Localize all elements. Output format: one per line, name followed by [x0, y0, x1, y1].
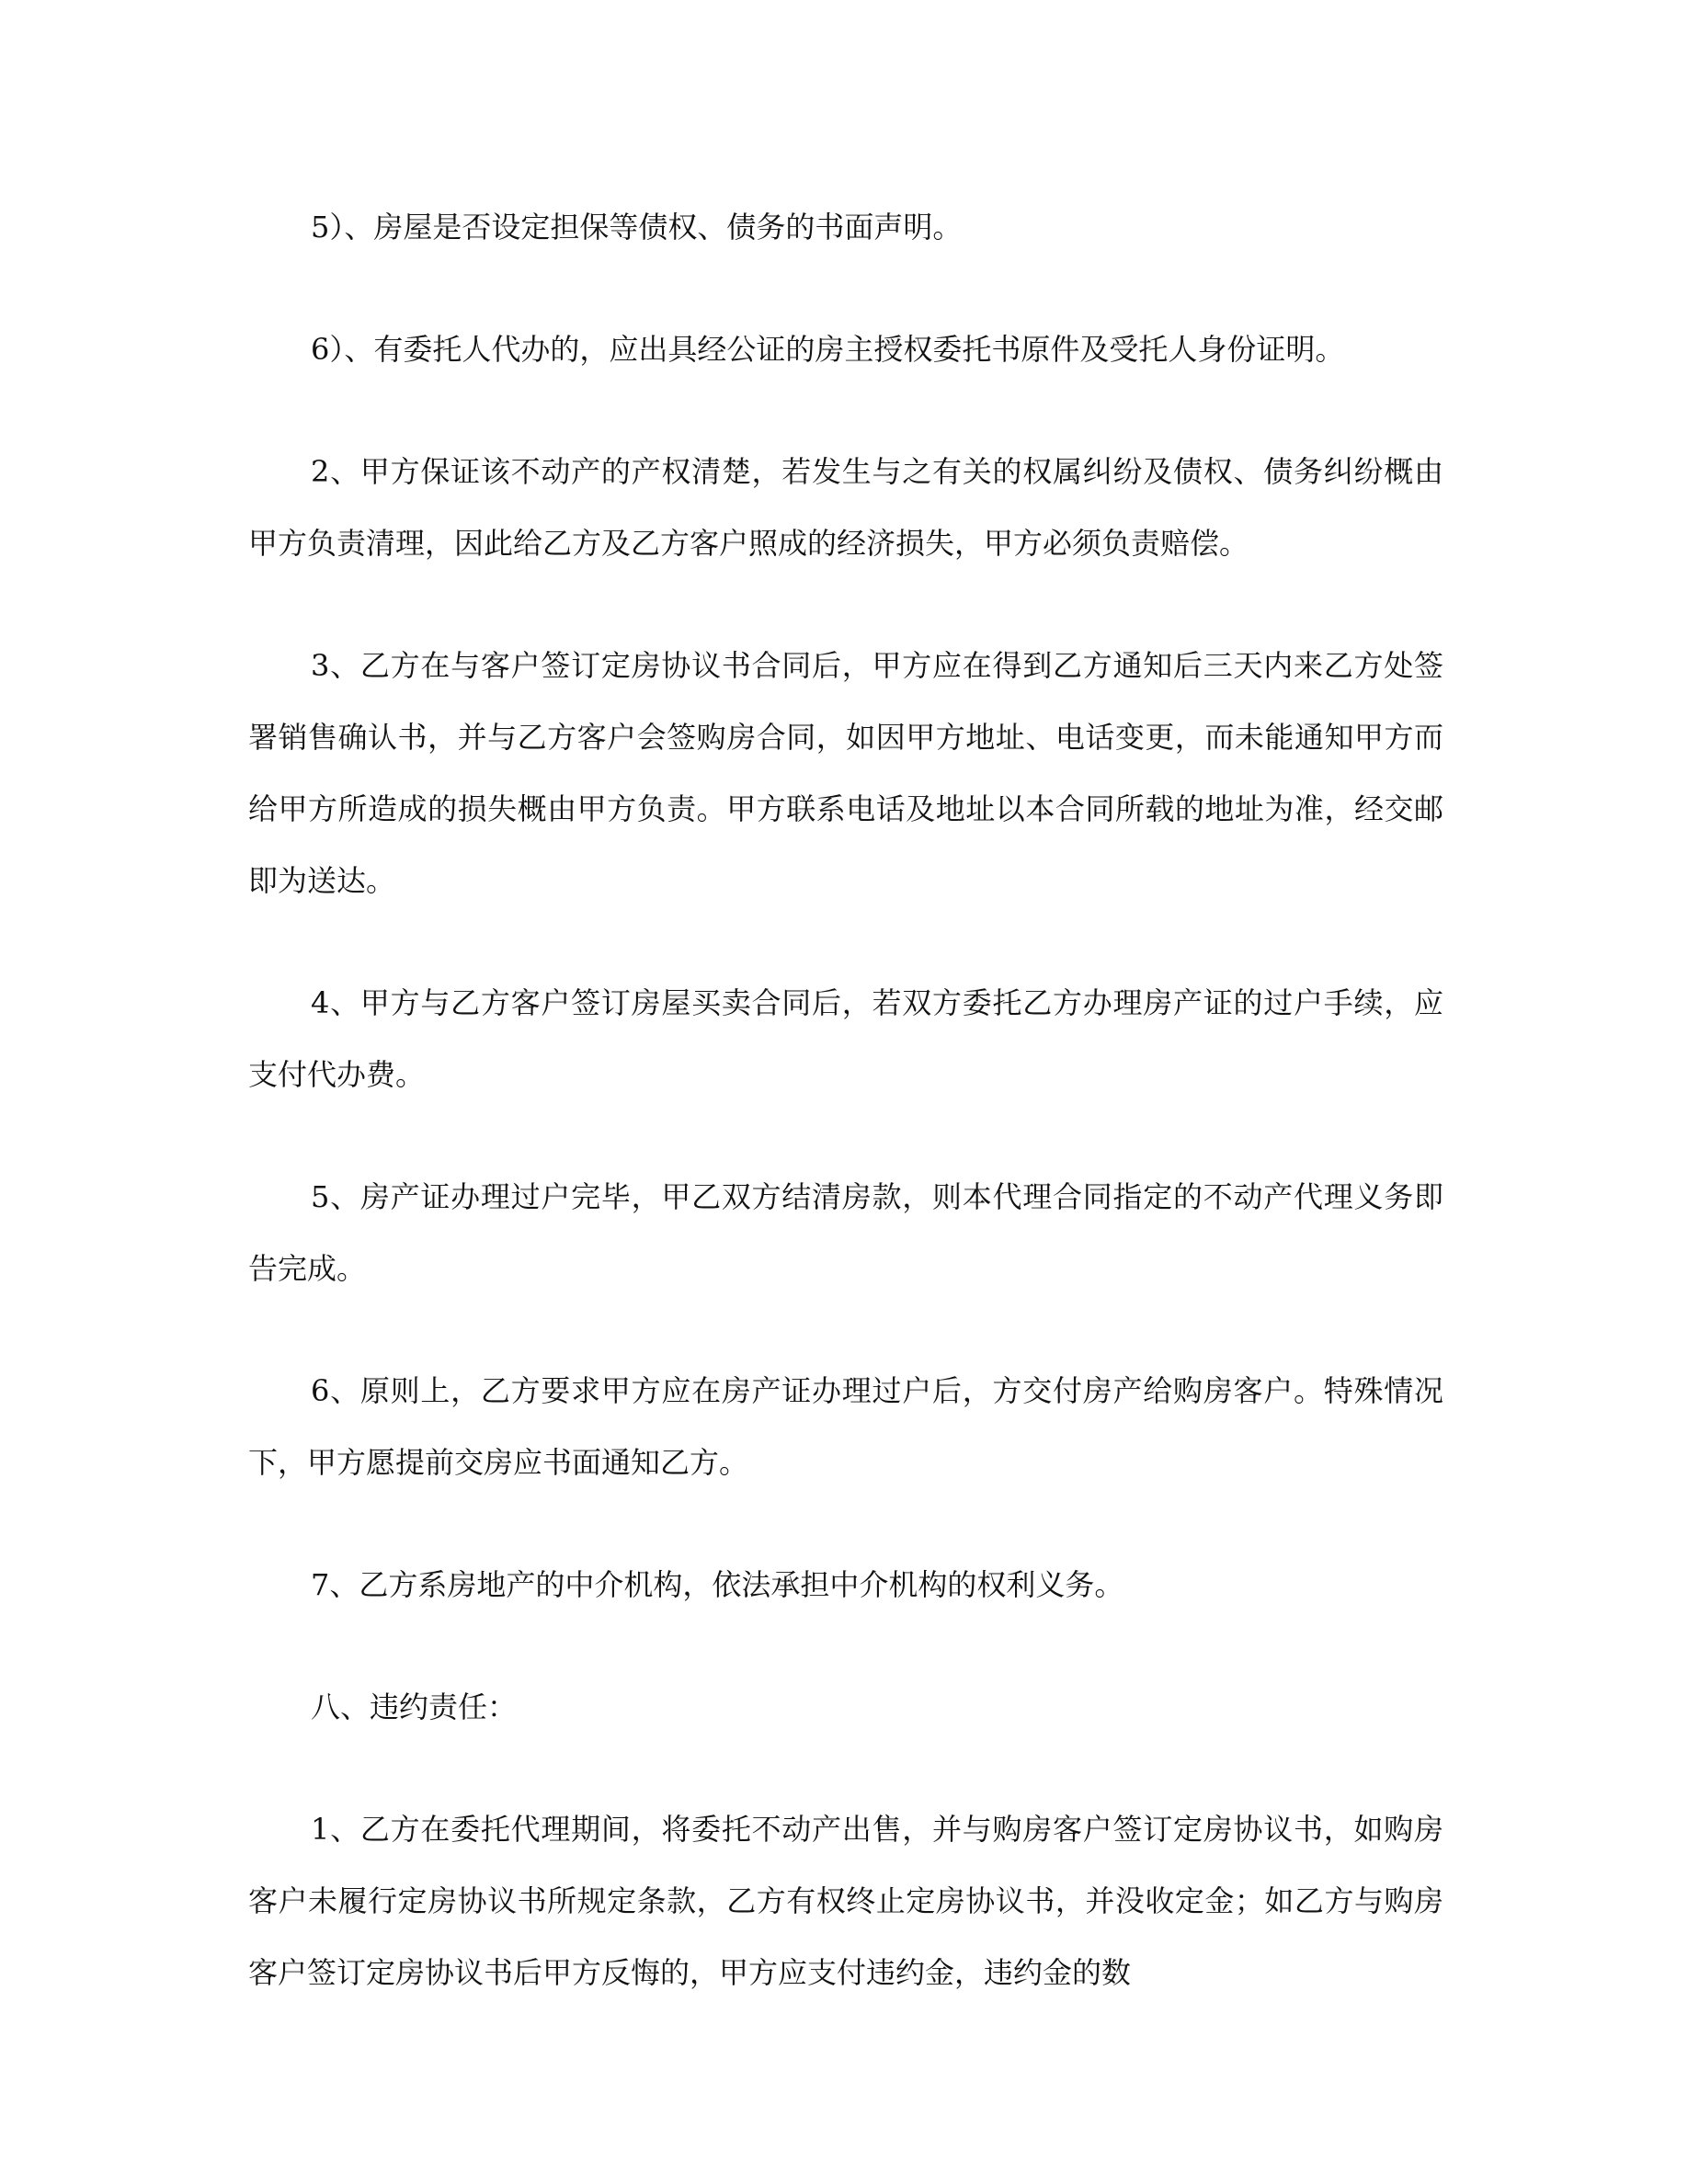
paragraph-clause-5: 5、房产证办理过户完毕，甲乙双方结清房款，则本代理合同指定的不动产代理义务即告完成。: [248, 1179, 1443, 1286]
paragraph-breach-clause-1: 1、乙方在委托代理期间，将委托不动产出售，并与购房客户签订定房协议书，如购房客户未履行定房协议书所规定条款，乙方有权终止定房协议书，并没收定金；如乙方与购房客户签订定房协议书后甲方反悔的，甲方应支付违约金，违约金的数: [248, 1812, 1443, 1990]
paragraph-item-5-statement: 5）、房屋是否设定担保等债权、债务的书面声明。: [311, 210, 963, 245]
document-body: [248, 191, 1443, 2059]
paragraph-clause-4: 4、甲方与乙方客户签订房屋买卖合同后，若双方委托乙方办理房产证的过户手续，应支付代办费。: [248, 985, 1443, 1092]
paragraph-item-6-proxy: 6）、有委托人代办的，应出具经公证的房主授权委托书原件及受托人身份证明。: [311, 332, 1345, 367]
section-heading-breach-liability: 八、违约责任：: [311, 1689, 518, 1724]
paragraph-clause-7: 7、乙方系房地产的中介机构，依法承担中介机构的权利义务。: [311, 1567, 1124, 1602]
paragraph-clause-6: 6、原则上，乙方要求甲方应在房产证办理过户后，方交付房产给购房客户。特殊情况下，甲方愿提前交房应书面通知乙方。: [248, 1373, 1443, 1480]
paragraph-clause-3: 3、乙方在与客户签订定房协议书合同后，甲方应在得到乙方通知后三天内来乙方处签署销售确认书，并与乙方客户会签购房合同，如因甲方地址、电话变更，而未能通知甲方而给甲方所造成的损失概由甲方负责。甲方联系电话及地址以本合同所载的地址为准，经交邮即为送达。: [248, 648, 1443, 898]
paragraph-clause-2: 2、甲方保证该不动产的产权清楚，若发生与之有关的权属纠纷及债权、债务纠纷概由甲方负责清理，因此给乙方及乙方客户照成的经济损失，甲方必须负责赔偿。: [248, 454, 1443, 561]
